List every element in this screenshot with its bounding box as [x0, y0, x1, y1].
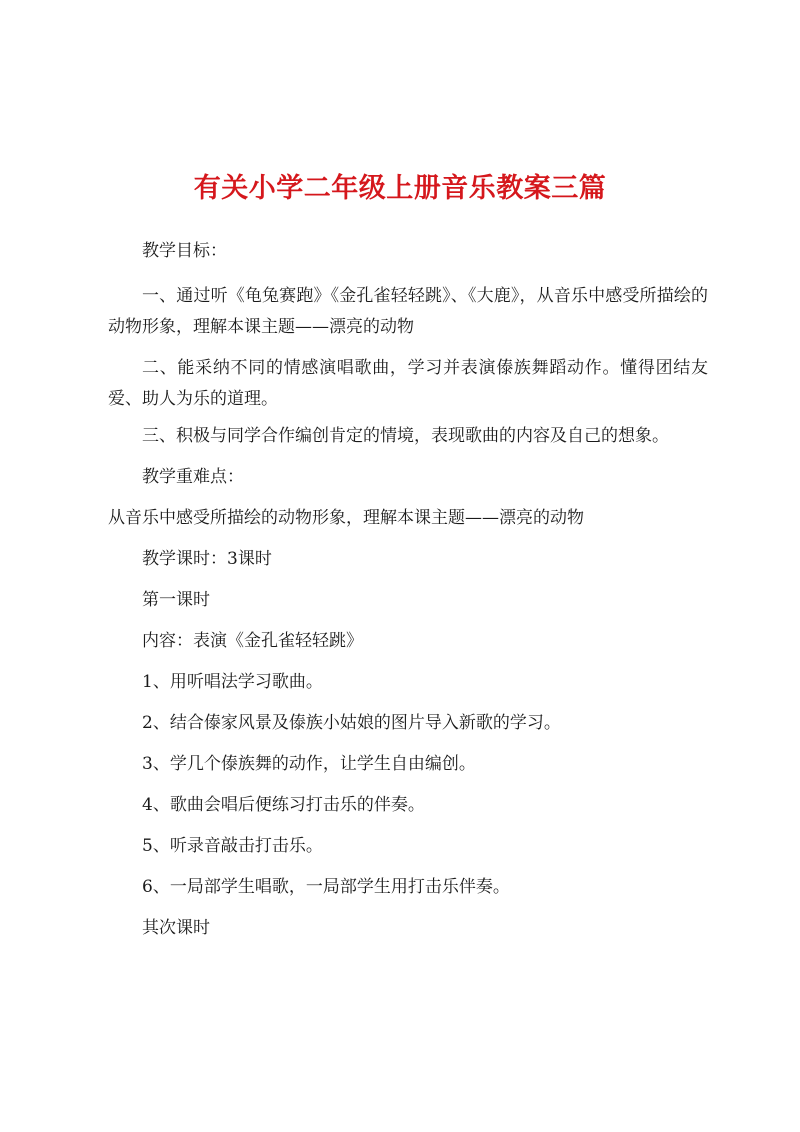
paragraph-lesson-1-content: 内容：表演《金孔雀轻轻跳》 [142, 631, 363, 651]
paragraph-key-points-heading: 教学重难点： [142, 467, 244, 487]
paragraph-step-6: 6、一局部学生唱歌，一局部学生用打击乐伴奏。 [142, 877, 510, 897]
paragraph-step-4: 4、歌曲会唱后便练习打击乐的伴奏。 [142, 795, 425, 815]
paragraph-step-5: 5、听录音敲击打击乐。 [142, 836, 323, 856]
paragraph-class-hours: 教学课时：3课时 [142, 549, 272, 569]
paragraph-goal-1: 一、通过听《龟兔赛跑》《金孔雀轻轻跳》、《大鹿》，从音乐中感受所描绘的动物形象，理解本课主题——漂亮的动物 [108, 286, 708, 337]
paragraph-goal-2: 二、能采纳不同的情感演唱歌曲，学习并表演傣族舞蹈动作。懂得团结友爱、助人为乐的道理。 [108, 358, 708, 409]
paragraph-step-1: 1、用听唱法学习歌曲。 [142, 672, 323, 692]
document-body [108, 240, 708, 958]
paragraph-goal-3: 三、积极与同学合作编创肯定的情境，表现歌曲的内容及自己的想象。 [142, 426, 669, 446]
paragraph-lesson-1-heading: 第一课时 [142, 590, 210, 610]
paragraph-lesson-2-heading: 其次课时 [142, 918, 210, 938]
document-title: 有关小学二年级上册音乐教案三篇 [193, 173, 607, 204]
paragraph-step-3: 3、学几个傣族舞的动作，让学生自由编创。 [142, 754, 476, 774]
paragraph-step-2: 2、结合傣家风景及傣族小姑娘的图片导入新歌的学习。 [142, 713, 561, 733]
paragraph-key-points: 从音乐中感受所描绘的动物形象，理解本课主题——漂亮的动物 [108, 508, 584, 528]
paragraph-teaching-goals-heading: 教学目标： [142, 241, 227, 261]
